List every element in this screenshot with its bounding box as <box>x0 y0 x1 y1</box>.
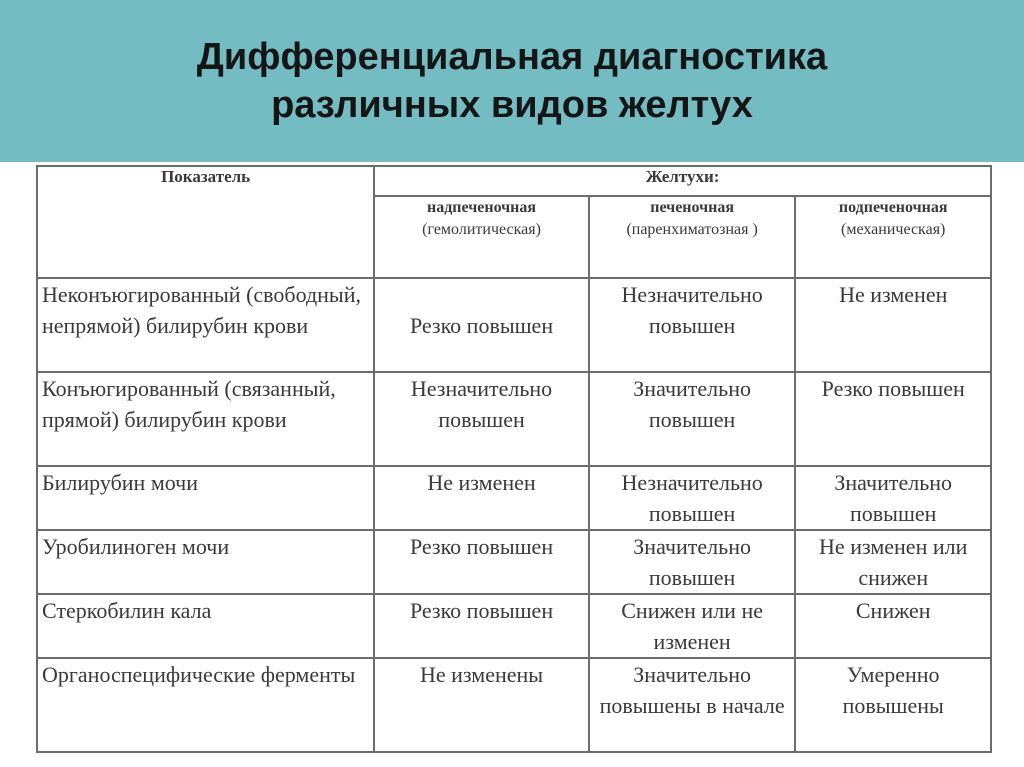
cell-hepatic: Незначительно повышен <box>589 466 796 530</box>
cell-prehepatic: Не изменены <box>374 658 589 752</box>
slide-title-line-1: Дифференциальная диагностика <box>196 36 828 78</box>
cell-posthepatic: Снижен <box>795 594 991 658</box>
cell-posthepatic: Не изменен или снижен <box>795 530 991 594</box>
cell-hepatic: Снижен или не изменен <box>589 594 796 658</box>
cell-posthepatic: Значительно повышен <box>795 466 991 530</box>
cell-prehepatic: Резко повышен <box>374 530 589 594</box>
slide-header <box>0 0 1024 162</box>
cell-prehepatic: Не изменен <box>374 466 589 530</box>
column-header-prehepatic <box>374 196 589 278</box>
row-label: Органоспецифические ферменты <box>37 658 374 752</box>
row-label: Конъюгированный (связанный, прямой) билирубин крови <box>37 372 374 466</box>
slide-title-line-2: различных видов желтух <box>271 84 753 126</box>
cell-prehepatic: Резко повышен <box>374 278 589 372</box>
cell-hepatic: Значительно повышен <box>589 372 796 466</box>
column-subtitle: (паренхиматозная ) <box>626 221 758 238</box>
cell-prehepatic: Резко повышен <box>374 594 589 658</box>
cell-posthepatic: Не изменен <box>795 278 991 372</box>
cell-prehepatic: Незначительно повышен <box>374 372 589 466</box>
table-row <box>37 466 991 530</box>
row-label: Уробилиноген мочи <box>37 530 374 594</box>
cell-posthepatic: Умеренно повышены <box>795 658 991 752</box>
table-row <box>37 594 991 658</box>
cell-hepatic: Значительно повышен <box>589 530 796 594</box>
table-header-row-1 <box>37 166 991 196</box>
column-header-hepatic <box>589 196 796 278</box>
row-label: Билирубин мочи <box>37 466 374 530</box>
table-row <box>37 530 991 594</box>
cell-hepatic: Незначительно повышен <box>589 278 796 372</box>
indicator-header: Показатель <box>37 166 374 278</box>
column-name: подпеченочная <box>838 199 948 216</box>
table-row <box>37 658 991 752</box>
cell-posthepatic: Резко повышен <box>795 372 991 466</box>
cell-hepatic: Значительно повышены в начале <box>589 658 796 752</box>
column-header-posthepatic <box>795 196 991 278</box>
jaundice-comparison-table <box>36 165 992 753</box>
row-label: Стеркобилин кала <box>37 594 374 658</box>
column-name: печеночная <box>650 199 734 216</box>
column-subtitle: (гемолитическая) <box>422 221 541 238</box>
column-name: надпеченочная <box>426 199 537 216</box>
row-label: Неконъюгированный (свободный, непрямой) билирубин крови <box>37 278 374 372</box>
table-row <box>37 278 991 372</box>
jaundice-group-header: Желтухи: <box>374 166 991 196</box>
column-subtitle: (механическая) <box>841 221 946 238</box>
table-row <box>37 372 991 466</box>
